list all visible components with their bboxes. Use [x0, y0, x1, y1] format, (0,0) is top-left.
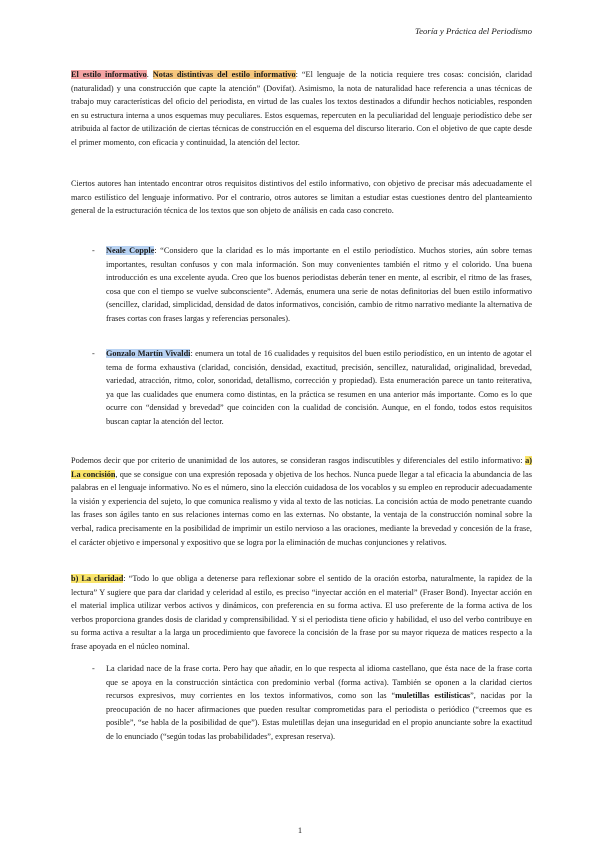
bullet-dash: -	[92, 349, 95, 358]
highlight-neale-copple: Neale Copple	[106, 246, 155, 255]
list-item-text: : enumera un total de 16 cualidades y requisitos del buen estilo periodístico, en un intento de agotar el tema de forma exhaustiva (claridad, concisión, densidad, exactitud, precisión, sencillez, naturalidad, originalidad, brevedad, variedad, atracción, ritmo, color, sonoridad, detallismo, corrección y propiedad). Esta enumeración parece un tanto reiterativa, ya que las cualidades que enumera como distintas, en la práctica se resumen en una anterior más importante. Como es lo que ocurre con “densidad y brevedad” que coinciden con la cualidad de concisión. Aunque, en el fondo, todos estos requisitos buscan captar la atención del lector.	[106, 349, 532, 426]
highlight-notas-distintivas: Notas distintivas del estilo informativo	[152, 70, 296, 79]
paragraph-otros-autores: Ciertos autores han intentado encontrar otros requisitos distintivos del estilo informativo, con objetivo de precisar más adecuadamente el marco estilístico del lenguaje informativo. Por el contrario, otros autores se limitan a estudiar estas cuestiones dentro del planteamiento general de la estructuración técnica de los textos que son objeto de análisis en cada caso concreto.	[71, 179, 532, 216]
paragraph-estilo-informativo	[71, 68, 532, 150]
paragraph-concision	[71, 454, 532, 549]
highlight-martin-vivaldi: Gonzalo Martín Vivaldi	[106, 349, 191, 358]
highlight-concision: a) La concisión	[71, 456, 532, 479]
list-item-text: : “Considero que la claridad es lo más importante en el estilo periodístico. Muchos stories, aún sobre temas importantes, resultan confusos y con mala información. Son muy convenientes también el ritmo y el colorido. Una buena introducción es una excelente ayuda. Creo que los buenos periodistas deberán tener en mente, al escribir, el ritmo de las frases, cosa que con el tiempo se vuelve subconsciente”. Además, enumera una serie de notas definitorias del buen estilo informativo (sencillez, claridad, simplicidad, densidad de datos informativos, concisión, cambio de ritmo narrativo mediante la alternativa de frases cortas con frases largas y referencias personales).	[106, 246, 532, 323]
highlight-estilo-informativo: El estilo informativo	[71, 70, 147, 79]
paragraph-text: : “Todo lo que obliga a detenerse para reflexionar sobre el sentido de la oración estorba, naturalmente, la rapidez de la lectura” Y sugiere que para dar claridad y celeridad al estilo, es preciso “inyectar acción en el material” (Fraser Bond). Inyectar acción en el material implica utilizar verbos activos y dinámicos, con preferencia en su forma activa. El uso preferente de la forma activa de los verbos proporciona grandes dosis de claridad y comprensibilidad. Y si el periodista tiene oficio y habilidad, el uso del verbo contribuye en su forma activa a resultar a la larga un procedimiento que favorece la concisión de la frase por su mayor riqueza de matices respecto a la frase apoyada en el núcleo nominal.	[71, 574, 532, 651]
running-header: Teoría y Práctica del Periodismo	[415, 26, 532, 36]
bullet-dash: -	[92, 246, 95, 255]
separator: .	[146, 70, 153, 79]
bold-muletillas: muletillas estilísticas	[395, 691, 471, 701]
paragraph-claridad	[71, 572, 532, 654]
list-item-text-end: ”, nacidas por la preocupación de no hacer afirmaciones que pueden resultar comprometidas para el periodista o periódico (“creemos que es posible”, “se habla de la posibilidad de que”). Estas muletillas dejan una inseguridad en el propio anunciante sobre la exactitud de lo enunciado (“según todas las probabilidades”, expresan reserva).	[106, 691, 532, 741]
highlight-claridad: b) La claridad	[71, 574, 124, 583]
paragraph-text: : “El lenguaje de la noticia requiere tres cosas: concisión, claridad (naturalidad) y una construcción que capte la atención” (Dovifat). Asimismo, la nota de naturalidad hace referencia a unas técnicas de trabajo muy características del oficio del periodista, en virtud de las cuales los textos destinados a difundir hechos noticiables, responden en su estructura interna a unos esquemas muy peculiares. Estos esquemas, repercuten en la peculiaridad del lenguaje periodístico debe ser atribuida al factor de utilización de ciertas técnicas de construcción en el esquema del discurso literario. Con el objetivo de que capte desde el primer momento, con eficacia y continuidad, la atención del lector.	[71, 70, 533, 147]
bullet-dash: -	[92, 664, 95, 673]
paragraph-text: , que se consigue con una expresión reposada y objetiva de los hechos. Nunca puede llegar a tal eficacia la abundancia de las palabras en el lenguaje informativo. No es el número, sino la elección cuidadosa de los vocablos y su empleo en reproducir adecuadamente la visión y experiencia del sujeto, lo que comunica realismo y vida al texto de las noticias. La concisión actúa de modo penetrante cuando las frases son ágiles tanto en sus relaciones internas como en las externas. No obstante, la ventaja de la construcción nominal sobre la verbal, radica precisamente en la posibilidad de imprimir un estilo nervioso a las oraciones, mediante la brevedad y concesión de la frase, el carácter objetivo e impersonal y expositivo que se logra por la eliminación de muchas conjunciones y relativos.	[71, 469, 532, 547]
paragraph-lead: Podemos decir que por criterio de unanimidad de los autores, se consideran rasgos indiscutibles y diferenciales del estilo informativo:	[71, 456, 526, 465]
list-item-martin-vivaldi	[106, 347, 532, 429]
page-number: 1	[297, 825, 303, 835]
list-item-text: La claridad nace de la frase corta. Pero hay que añadir, en lo que respecta al idioma castellano, que ésta nace de la frase corta que se apoya en la construcción sintáctica con predominio verbal (forma activa). También se oponen a la claridad ciertos recursos expresivos, muy corrientes en los textos informativos, como son las “	[106, 664, 532, 701]
list-item-neale-copple	[106, 244, 532, 326]
list-item-frase-corta	[106, 662, 532, 744]
